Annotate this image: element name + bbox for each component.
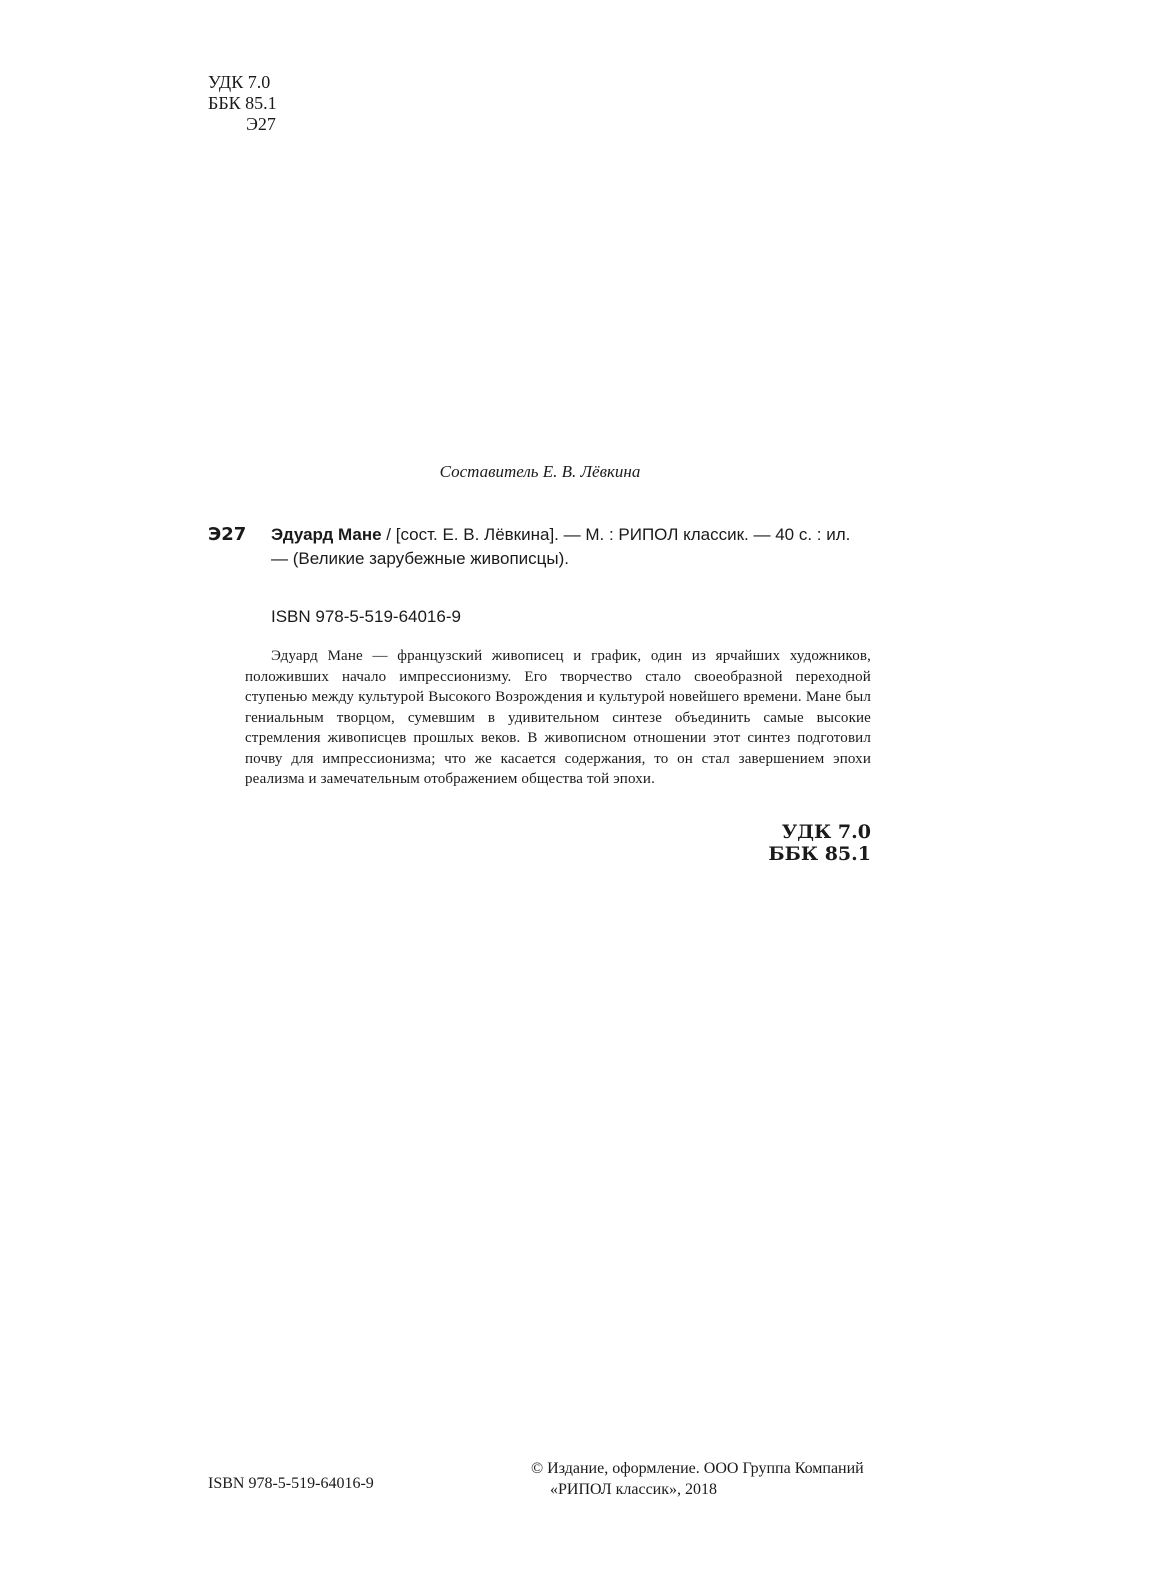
copyright-line-1: © Издание, оформление. ООО Группа Компаний bbox=[531, 1460, 864, 1477]
compiler-credit: Составитель Е. В. Лёвкина bbox=[439, 462, 641, 481]
bottom-udk-code: УДК 7.0 bbox=[781, 821, 871, 843]
bibliographic-record bbox=[271, 523, 871, 571]
top-classification-codes bbox=[208, 72, 277, 135]
top-author-mark: Э27 bbox=[246, 114, 276, 134]
bib-author-mark: Э27 bbox=[208, 524, 247, 545]
footer-isbn: ISBN 978-5-519-64016-9 bbox=[208, 1475, 374, 1492]
bib-record-details: / [сост. Е. В. Лёвкина]. — М. : РИПОЛ классик. — 40 с. : ил. — (Великие зарубежные живописцы). bbox=[271, 525, 851, 568]
bottom-classification-codes bbox=[760, 821, 871, 865]
top-bbk-code: ББК 85.1 bbox=[208, 93, 277, 113]
bib-isbn: ISBN 978-5-519-64016-9 bbox=[271, 607, 461, 626]
top-udk-code: УДК 7.0 bbox=[208, 72, 271, 92]
annotation-paragraph: Эдуард Мане — французский живописец и график, один из ярчайших художников, положивших начало импрессионизму. Его творчество стало своеобразной переходной ступенью между культурой Высокого Возрождения и культурой новейшего времени. Мане был гениальным творцом, сумевшим в удивительном синтезе объединить самые высокие стремления живописцев прошлых веков. В живописном отношении этот синтез подготовил почву для импрессионизма; что же касается содержания, то он стал завершением эпохи реализма и замечательным отображением общества той эпохи. bbox=[245, 648, 871, 787]
bib-title: Эдуард Мане bbox=[271, 525, 382, 544]
bottom-bbk-code: ББК 85.1 bbox=[768, 843, 871, 865]
footer-copyright bbox=[531, 1458, 864, 1500]
copyright-line-2: «РИПОЛ классик», 2018 bbox=[550, 1481, 718, 1498]
